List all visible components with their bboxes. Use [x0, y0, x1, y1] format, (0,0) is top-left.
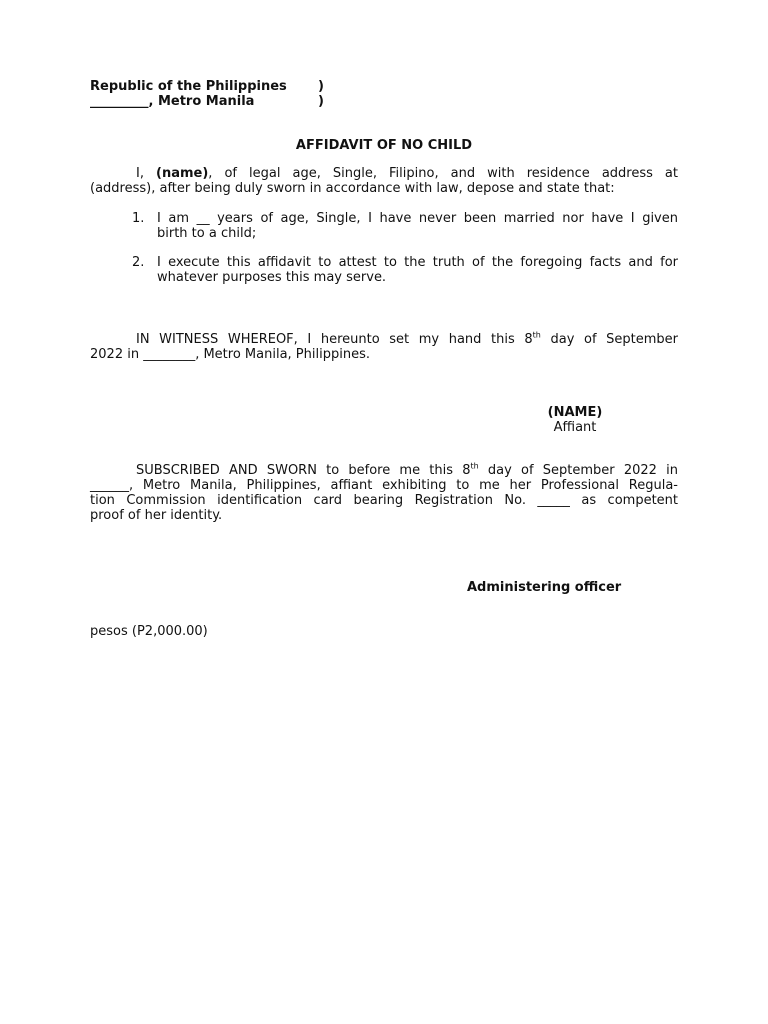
- header-paren-1: ): [318, 79, 324, 94]
- intro-line-2: (address), after being duly sworn in accordance with law, depose and state that:: [90, 181, 615, 196]
- list-item-1-number: 1.: [132, 211, 145, 226]
- witness-line-1: [90, 332, 678, 347]
- list-item-2-number: 2.: [132, 255, 145, 270]
- jurat-line-3: tion Commission identification card bearing Registration No. _____ as competent: [90, 493, 678, 508]
- intro-rest: , of legal age, Single, Filipino, and with residence address at: [208, 166, 678, 181]
- list-item-1-line-2: birth to a child;: [157, 226, 257, 241]
- header-paren-2: ): [318, 94, 324, 109]
- witness-text-a: IN WITNESS WHEREOF, I hereunto set my hand this 8: [136, 332, 533, 347]
- list-item-2-line-2: whatever purposes this may serve.: [157, 270, 387, 285]
- header-republic: Republic of the Philippines: [90, 79, 287, 94]
- jurat-text-a: SUBSCRIBED AND SWORN to before me this 8: [136, 463, 471, 478]
- jurat-text-b: day of September 2022 in: [478, 463, 678, 478]
- jurat-line-4: proof of her identity.: [90, 508, 223, 523]
- fee-text: pesos (P2,000.00): [90, 624, 208, 639]
- list-item-2-line-1: I execute this affidavit to attest to the truth of the foregoing facts and for: [157, 255, 678, 270]
- administering-officer: Administering officer: [467, 580, 622, 595]
- jurat-ordinal: th: [470, 461, 479, 471]
- affiant-label: Affiant: [553, 420, 597, 435]
- jurat-line-2: ______, Metro Manila, Philippines, affiant exhibiting to me her Professional Regula-: [90, 478, 678, 493]
- list-item-1-line-1: I am __ years of age, Single, I have never been married nor have I given: [157, 211, 678, 226]
- witness-text-b: day of September: [540, 332, 678, 347]
- header-city: _________, Metro Manila: [90, 94, 255, 109]
- intro-line-1: [90, 166, 678, 181]
- witness-line-2: 2022 in ________, Metro Manila, Philippines.: [90, 347, 370, 362]
- document-title: [0, 138, 768, 153]
- witness-ordinal: th: [532, 330, 541, 340]
- affiant-name: (NAME): [547, 405, 603, 420]
- intro-name-placeholder: (name): [156, 166, 209, 181]
- intro-pre: I,: [136, 166, 157, 181]
- jurat-line-1: [90, 463, 678, 478]
- document-title-text: AFFIDAVIT OF NO CHILD: [295, 138, 473, 153]
